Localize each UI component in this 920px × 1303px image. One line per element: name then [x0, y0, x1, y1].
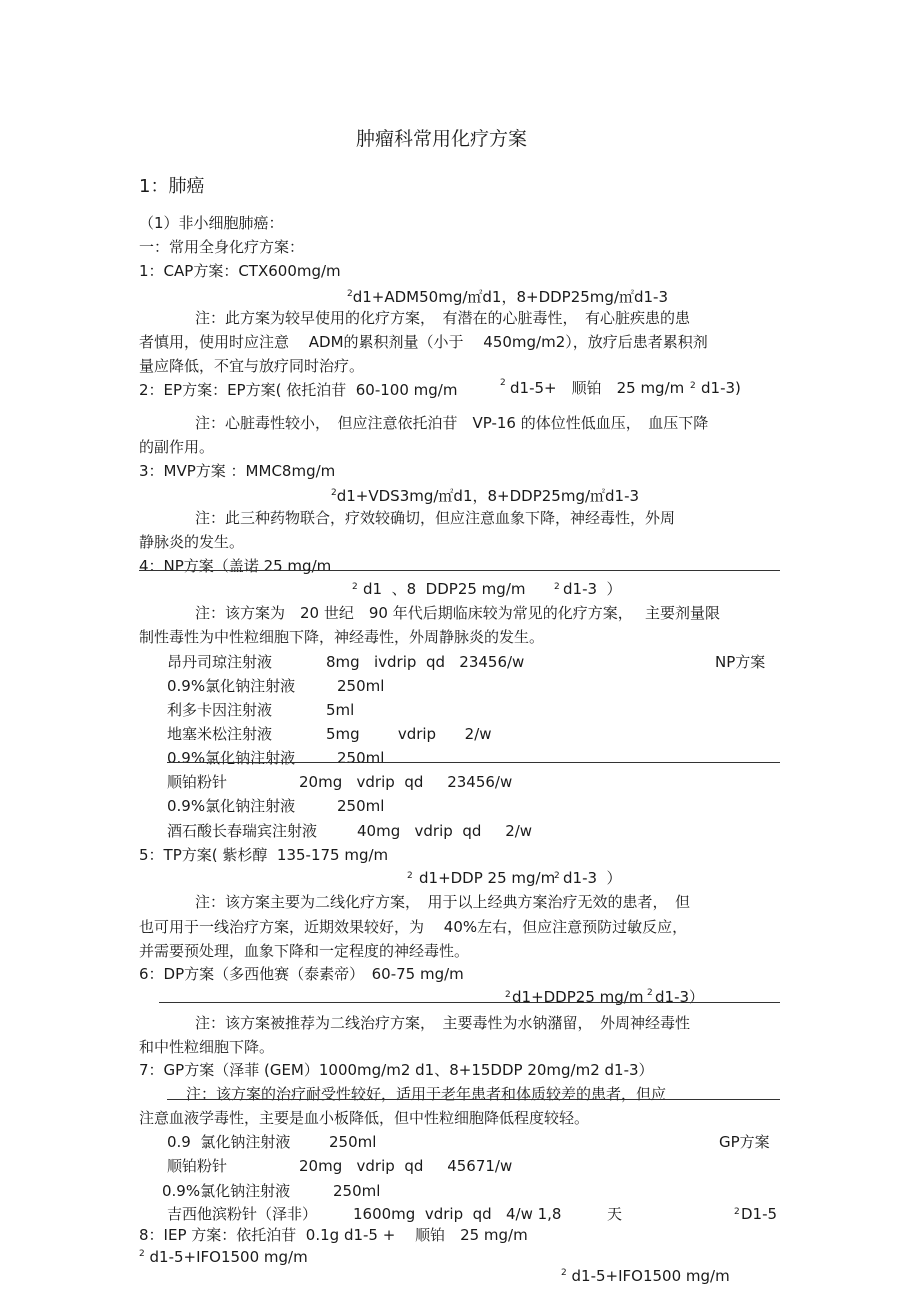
drug-dose: 250ml [333, 1182, 381, 1200]
superscript: 2 [331, 488, 337, 498]
regimen-iep-continued [139, 1244, 308, 1267]
regimen-np-heading: 4：NP方案（盖诺 25 mg/m [139, 557, 332, 575]
drug-name: 利多卡因注射液 [167, 701, 273, 719]
superscript: 2 [690, 381, 696, 391]
regimen-tp-note: 并需要预处理，血象下降和一定程度的神经毒性。 [139, 942, 470, 960]
regimen-ep-note: 的副作用。 [139, 438, 215, 456]
superscript: 2 [352, 582, 358, 592]
regimen-ep-heading-part: d1-3) [701, 379, 741, 397]
regimen-tp-heading: 5：TP方案( 紫杉醇 135-175 mg/m [139, 846, 389, 864]
regimen-np-continued: d1 、8 DDP25 mg/m [363, 580, 526, 598]
regimen-np-note: 注：该方案为 20 世纪 90 年代后期临床较为常见的化疗方案， 主要剂量限 [195, 604, 720, 622]
regimen-gp-note: 注：该方案的治疗耐受性较好，适用于老年患者和体质较差的患者，但应 [186, 1085, 667, 1103]
regimen-cap-note: 者慎用，使用时应注意 ADM的累积剂量（小于 450mg/m2），放疗后患者累积剂 [139, 333, 708, 351]
regimen-ep-heading-part: d1-5+ 顺铂 25 mg/m [510, 379, 685, 397]
drug-dose: 250ml [337, 749, 385, 767]
regimen-dp-note: 注：该方案被推荐为二线治疗方案， 主要毒性为水钠潴留， 外周神经毒性 [195, 1014, 691, 1032]
superscript: 2 [554, 582, 560, 592]
regimen-mvp-note: 注：此三种药物联合，疗效较确切，但应注意血象下降，神经毒性，外周 [195, 509, 676, 527]
regimen-label: NP方案 [715, 653, 766, 671]
regimen-cap-heading: 1：CAP方案：CTX600mg/m [139, 262, 341, 280]
superscript: 2 [561, 1268, 567, 1278]
regimen-tp-note: 也可用于一线治疗方案，近期效果较好，为 40%左右，但应注意预防过敏反应， [139, 918, 688, 936]
regimen-tp-continued: d1-3 ） [563, 869, 622, 887]
regimen-mvp-note: 静脉炎的发生。 [139, 533, 245, 551]
superscript: 2 [347, 289, 353, 299]
regimen-gp-note: 注意血液学毒性，主要是血小板降低，但中性粒细胞降低程度较轻。 [139, 1109, 590, 1127]
drug-name: 0.9%氯化钠注射液 [167, 797, 296, 815]
drug-dose: 40mg vdrip qd 2/w [357, 822, 533, 840]
superscript: 2 [734, 1207, 740, 1217]
text: d1-5+IFO1500 mg/m [571, 1267, 730, 1285]
drug-name: 酒石酸长春瑞宾注射液 [167, 822, 318, 840]
superscript: 2 [139, 1249, 145, 1259]
divider-line [159, 1002, 780, 1003]
text: d1+ADM50mg/㎡d1，8+DDP25mg/㎡d1-3 [352, 288, 669, 306]
drug-dose: 250ml [337, 677, 385, 695]
regimen-gp-heading: 7：GP方案（泽菲 (GEM）1000mg/m2 d1、8+15DDP 20mg/m2 d1-3） [139, 1061, 654, 1079]
regimen-label: GP方案 [719, 1133, 770, 1151]
divider-line [139, 570, 780, 571]
superscript: 2 [554, 871, 560, 881]
regimen-iep-heading: 8：IEP 方案：依托泊苷 0.1g d1-5 + 顺铂 25 mg/m [139, 1226, 528, 1244]
regimen-mvp-heading: 3：MVP方案 ：MMC8mg/m [139, 462, 336, 480]
drug-dose: 8mg ivdrip qd 23456/w [326, 653, 525, 671]
regimen-np-note: 制性毒性为中性粒细胞下降，神经毒性，外周静脉炎的发生。 [139, 628, 545, 646]
drug-dose: 250ml [337, 797, 385, 815]
document-title: 肿瘤科常用化疗方案 [356, 128, 528, 150]
regimen-dp-note: 和中性粒细胞下降。 [139, 1038, 275, 1056]
regimen-tp-note: 注：该方案主要为二线化疗方案， 用于以上经典方案治疗无效的患者， 但 [195, 893, 691, 911]
divider-line [167, 762, 780, 763]
drug-name: 0.9 氯化钠注射液 [167, 1133, 291, 1151]
superscript: 2 [407, 871, 413, 881]
drug-dose: 20mg vdrip qd 45671/w [299, 1157, 513, 1175]
drug-name: 地塞米松注射液 [167, 725, 273, 743]
regimen-dp-continued: d1+DDP25 mg/m [512, 988, 644, 1006]
drug-name: 昂丹司琼注射液 [167, 653, 273, 671]
regimen-tp-continued: d1+DDP 25 mg/m [419, 869, 556, 887]
regimen-dp-continued: d1-3） [655, 988, 705, 1006]
day-label: 天 [607, 1205, 623, 1223]
superscript: 2 [647, 988, 653, 998]
intro-line: 一：常用全身化疗方案： [139, 238, 305, 256]
drug-name: 0.9%氯化钠注射液 [162, 1182, 291, 1200]
drug-dose: 20mg vdrip qd 23456/w [299, 773, 513, 791]
superscript: 2 [505, 990, 511, 1000]
superscript: 2 [500, 378, 506, 388]
drug-dose: 250ml [329, 1133, 377, 1151]
subsection-heading: （1）非小细胞肺癌： [139, 214, 284, 232]
divider-line [167, 1099, 780, 1100]
drug-dose: 1600mg vdrip qd 4/w 1,8 [353, 1205, 562, 1223]
drug-name: 0.9%氯化钠注射液 [167, 749, 296, 767]
text: d1-5+IFO1500 mg/m [149, 1248, 308, 1266]
regimen-cap-note: 注：此方案为较早使用的化疗方案， 有潜在的心脏毒性， 有心脏疾患的患 [195, 309, 691, 327]
section-heading: 1：肺癌 [139, 176, 205, 197]
regimen-ep-heading: 2：EP方案：EP方案( 依托泊苷 60-100 mg/m [139, 381, 458, 399]
drug-name: 0.9%氯化钠注射液 [167, 677, 296, 695]
regimen-iep-continued [561, 1263, 730, 1286]
drug-name: 吉西他滨粉针（泽非） [167, 1205, 318, 1223]
drug-name: 顺铂粉针 [167, 1157, 228, 1175]
regimen-cap-note: 量应降低，不宜与放疗同时治疗。 [139, 357, 365, 375]
regimen-dp-heading: 6：DP方案（多西他赛（泰素帝） 60-75 mg/m [139, 965, 464, 983]
drug-dose: 5mg vdrip 2/w [326, 725, 492, 743]
day-range: D1-5 [741, 1205, 778, 1223]
drug-dose: 5ml [326, 701, 355, 719]
text: d1+VDS3mg/㎡d1，8+DDP25mg/㎡d1-3 [336, 487, 640, 505]
regimen-cap-continued [347, 284, 668, 307]
regimen-ep-note: 注：心脏毒性较小， 但应注意依托泊苷 VP-16 的体位性低血压， 血压下降 [195, 414, 709, 432]
drug-name: 顺铂粉针 [167, 773, 228, 791]
regimen-mvp-continued [331, 483, 639, 506]
regimen-np-continued: d1-3 ） [563, 580, 622, 598]
